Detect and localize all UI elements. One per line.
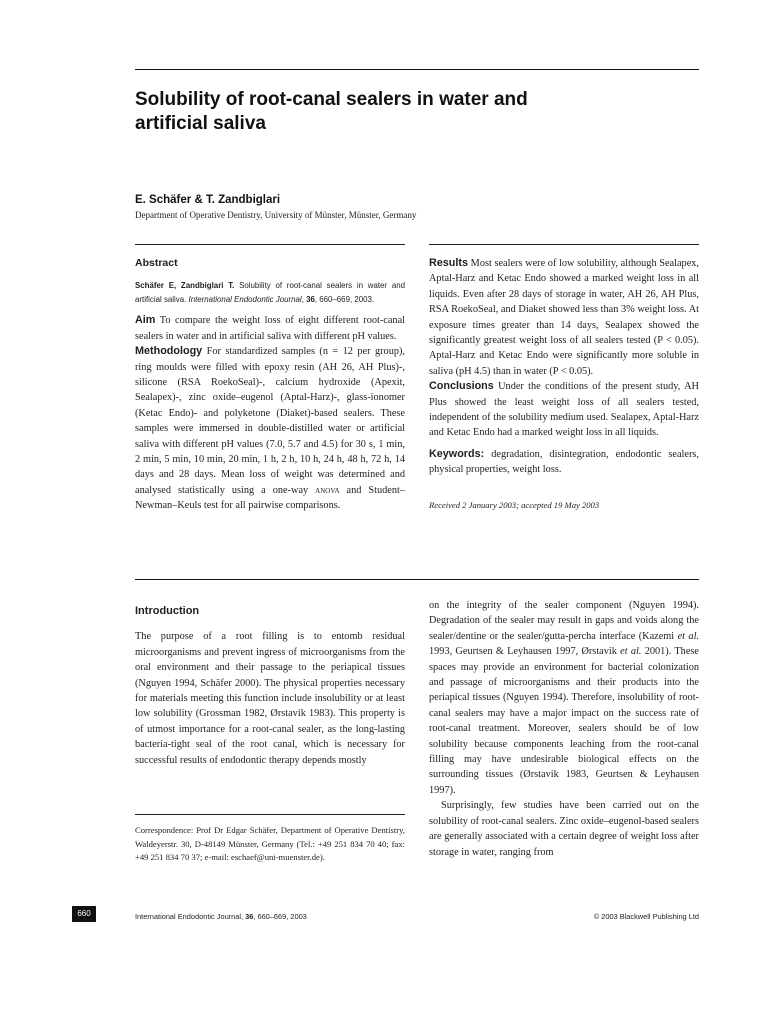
methodology-text-2: and Student–Newman–Keuls test for all pairwise comparisons. [135, 484, 405, 512]
keywords-label: Keywords: [429, 447, 485, 460]
citation-sep: , [301, 295, 307, 305]
citation-journal: International Endodontic Journal [188, 295, 302, 305]
citation-authors: Schäfer E, Zandbiglari T. [135, 281, 235, 291]
conclusions-label: Conclusions [429, 380, 494, 393]
received-dates: Received 2 January 2003; accepted 19 May 2003 [429, 499, 600, 510]
keywords-paragraph [429, 447, 699, 478]
authors: E. Schäfer & T. Zandbiglari [135, 194, 281, 206]
intro-text-a: on the integrity of the sealer component (Nguyen 1994). Degradation of the sealer may result in gaps and voids along the sealer/dentine or the sealer/gutta-percha interface (Kazemi [429, 600, 699, 642]
aim-paragraph [135, 313, 405, 344]
results-text: Most sealers were of low solubility, although Sealapex, Aptal-Harz and Ketac Endo showed a marked weight loss in all liquids. Even after 28 days of storage in water, AH 26, AH Plus, RSA RoekoSeal, and Diaket showed less than 3% weight loss. At exposure times greater than 14 days, Sealapex showed the significantly greatest weight loss of all sealers tested (P < 0.05). Aptal-Harz and Ketac Endo were significantly more soluble in saliva (pH 4.5) than in water (P < 0.05). [429, 258, 699, 377]
introduction-right-paragraph-2: Surprisingly, few studies have been carried out on the solubility of root-canal sealers. Zinc oxide–eugenol-based sealers are generally associated with a certain degree of weight loss after storage in water, ranging from [429, 800, 699, 858]
introduction-right-paragraph-1 [429, 598, 699, 798]
title-line-2: artificial saliva [135, 113, 266, 134]
abstract-rule-right [429, 244, 699, 245]
top-rule [135, 69, 699, 70]
methodology-label: Methodology [135, 345, 203, 358]
conclusions-text: Under the conditions of the present study, AH Plus showed the least weight loss of all sealers tested, independent of the solubility medium used. Sealapex, Aptal-Harz and Ketac Endo had a marked weight loss in all liquids. [429, 381, 699, 439]
footer-journal [135, 912, 307, 921]
footnote-rule [135, 814, 405, 815]
introduction-left-column [135, 604, 405, 768]
abstract-rule-left [135, 244, 405, 245]
correspondence: Correspondence: Prof Dr Edgar Schäfer, Department of Operative Dentistry, Waldeyerstr. 30, D-48149 Münster, Germany (Tel.: +49 251 834 70 40; fax: +49 251 834 70 37; e-mail: eschaef@uni-muenster.de). [135, 825, 405, 863]
intro-text-b: 1993, Geurtsen & Leyhausen 1997, Ørstavik [429, 646, 621, 658]
citation-pages: , 660–669, 2003. [314, 295, 375, 305]
results-paragraph [429, 256, 699, 379]
methodology-text: For standardized samples (n = 12 per group), ring moulds were filled with epoxy resin (AH 26, AH Plus)-, silicone (RSA RoekoSeal)-, calcium hydroxide (Apexit, Sealapex)-, zinc oxide–eugenol (Aptal-Harz)-, glass-ionomer (Ketac Endo)- and polyketone (Diaket)-based sealers. These samples were immersed in double-distilled water or artificial saliva with different pH values (7.0, 5.7 and 4.5) for 30 s, 1 min, 2 min, 5 min, 10 min, 20 min, 1 h, 2 h, 10 h, 24 h, 48 h, 72 h, 14 days and 28 days. Mean loss of weight was determined and analysed statistically using a one-way [135, 346, 405, 496]
abstract-heading: Abstract [135, 257, 178, 269]
aim-text: To compare the weight loss of eight different root-canal sealers in water and in artificial saliva with different pH values. [135, 315, 405, 342]
introduction-right-column [429, 598, 699, 860]
intro-etal-2: et al. [620, 646, 642, 658]
conclusions-paragraph [429, 379, 699, 441]
introduction-left-paragraph: The purpose of a root filling is to entomb residual microorganisms and prevent ingress of microorganisms from the oral environment and their passage to the periapical tissues (Nguyen 1994, Schäfer 2000). The physical properties necessary for materials meeting this function include insolubility or at least low solubility (Grossman 1982, Ørstavik 1983). This property is of utmost importance for a root-canal sealer, as the long-lasting bacteria-tight seal of the root canal, which is necessary for successful results of endodontic therapy depends mostly [135, 631, 405, 766]
article-title [135, 88, 675, 136]
footer-volume: 36 [245, 912, 254, 921]
title-line-1: Solubility of root-canal sealers in water and [135, 89, 528, 110]
abstract-left-column [135, 256, 405, 514]
footer-journal-name: International Endodontic Journal, [135, 912, 246, 921]
citation-text: Solubility of root-canal sealers in water and artificial saliva. [135, 281, 405, 305]
abstract-citation [135, 279, 405, 307]
introduction-heading: Introduction [135, 605, 200, 617]
affiliation: Department of Operative Dentistry, University of Münster, Münster, Germany [135, 210, 417, 220]
intro-etal-1: et al. [677, 630, 700, 642]
citation-volume: 36 [306, 295, 315, 305]
abstract-right-column [429, 256, 699, 513]
footer-copyright: © 2003 Blackwell Publishing Ltd [593, 912, 699, 921]
anova-text: anova [315, 484, 340, 496]
intro-text-c: 2001). These spaces may provide an environment for bacterial colonization and passage of microorganisms and their products into the periapical tissues (Nguyen 1994). Therefore, insolubility of root-canal sealers may have a major impact on the success rate of root-canal treatment. Moreover, sealers should be of low solubility because components leaching from the root-canal filling may have undesirable biological effects on the surrounding tissues (Ørstavik 1983, Geurtsen & Leyhausen 1997). [429, 646, 699, 796]
results-label: Results [429, 257, 469, 269]
page-number-badge: 660 [72, 906, 96, 922]
keywords-text: degradation, disintegration, endodontic sealers, physical properties, weight loss. [429, 448, 699, 476]
aim-label: Aim [135, 314, 156, 327]
methodology-paragraph [135, 344, 405, 513]
section-rule [135, 579, 699, 580]
footer-pages: , 660–669, 2003 [253, 912, 307, 921]
